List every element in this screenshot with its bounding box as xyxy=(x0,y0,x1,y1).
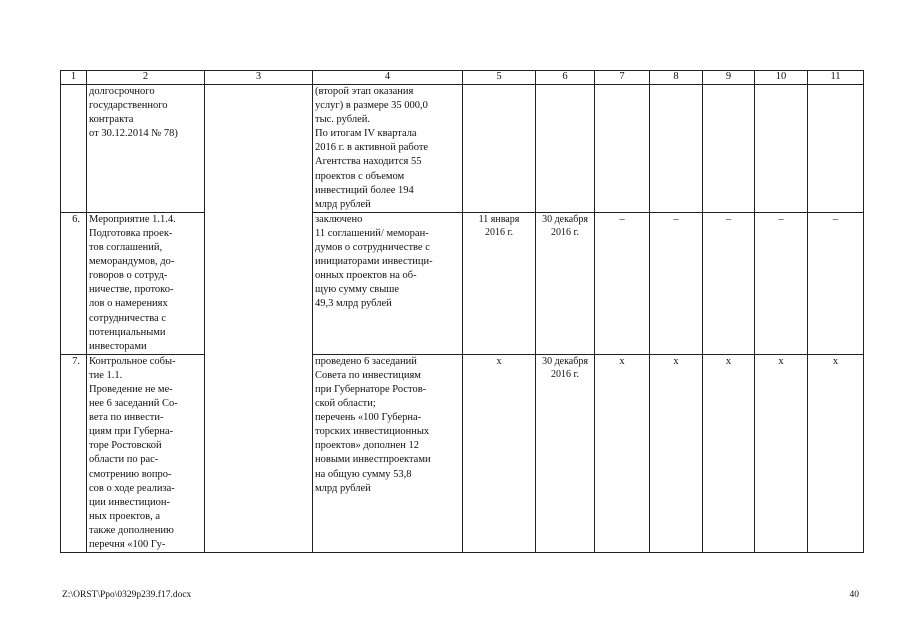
result-cell: проведено 6 заседаний Совета по инвестициям при Губернаторе Ростов- ской области; перечень «100 Губерна- торских инвестиционных проектов» дополнен 12 новыми инвестпроектами на общую сумму 53,8 млрд рублей xyxy=(313,354,463,552)
table-row xyxy=(61,85,864,213)
value-cell: х xyxy=(650,354,703,552)
value-cell xyxy=(650,85,703,213)
header-cell: 9 xyxy=(703,71,755,85)
value-cell xyxy=(808,85,864,213)
value-cell: – xyxy=(703,212,755,354)
measure-name-cell: Контрольное собы- тие 1.1. Проведение не ме- нее 6 заседаний Со- вета по инвести- циям при Губерна- торе Ростовской области по рас- смотрению вопро- сов о ходе реализа- ции инвестицион- ных проектов, а также дополнению перечня «100 Гу- xyxy=(87,354,205,552)
header-cell: 6 xyxy=(536,71,595,85)
header-cell: 4 xyxy=(313,71,463,85)
value-cell xyxy=(703,85,755,213)
header-cell: 7 xyxy=(595,71,650,85)
header-cell: 2 xyxy=(87,71,205,85)
result-cell: (второй этап оказания услуг) в размере 35 000,0 тыс. рублей. По итогам IV квартала 2016 г. в активной работе Агентства находится 55 проектов с объемом инвестиций более 194 млрд рублей xyxy=(313,85,463,213)
header-cell: 10 xyxy=(755,71,808,85)
value-cell: х xyxy=(808,354,864,552)
value-cell: х xyxy=(703,354,755,552)
value-cell xyxy=(755,85,808,213)
value-cell: – xyxy=(595,212,650,354)
document-file-path: Z:\ORST\Ppo\0329p239.f17.docx xyxy=(62,590,192,600)
value-cell: – xyxy=(808,212,864,354)
measure-name-cell: Мероприятие 1.1.4. Подготовка проек- тов соглашений, меморандумов, до- говоров о сотруд- ничестве, протоко- лов о намерениях сотрудничества с потенциальными инвесторами xyxy=(87,212,205,354)
responsible-cell xyxy=(205,85,313,553)
value-cell xyxy=(595,85,650,213)
value-cell: – xyxy=(650,212,703,354)
start-date-cell: х xyxy=(463,354,536,552)
row-number: 6. xyxy=(61,212,87,354)
row-number: 7. xyxy=(61,354,87,552)
result-cell: заключено 11 соглашений/ меморан- думов о сотрудничестве с инициаторами инвестици- онных проектов на об- щую сумму свыше 49,3 млрд рублей xyxy=(313,212,463,354)
measure-name-cell: долгосрочного государственного контракта от 30.12.2014 № 78) xyxy=(87,85,205,213)
page-number: 40 xyxy=(849,590,859,600)
report-table xyxy=(60,70,864,553)
value-cell: х xyxy=(595,354,650,552)
header-cell: 3 xyxy=(205,71,313,85)
value-cell: х xyxy=(755,354,808,552)
header-cell: 5 xyxy=(463,71,536,85)
end-date-cell xyxy=(536,85,595,213)
start-date-cell xyxy=(463,85,536,213)
end-date-cell: 30 декабря 2016 г. xyxy=(536,212,595,354)
value-cell: – xyxy=(755,212,808,354)
header-cell: 8 xyxy=(650,71,703,85)
header-cell: 11 xyxy=(808,71,864,85)
table-row xyxy=(61,212,864,354)
row-number xyxy=(61,85,87,213)
start-date-cell: 11 января 2016 г. xyxy=(463,212,536,354)
header-cell: 1 xyxy=(61,71,87,85)
end-date-cell: 30 декабря 2016 г. xyxy=(536,354,595,552)
table-row xyxy=(61,354,864,552)
table-header-row xyxy=(61,71,864,85)
